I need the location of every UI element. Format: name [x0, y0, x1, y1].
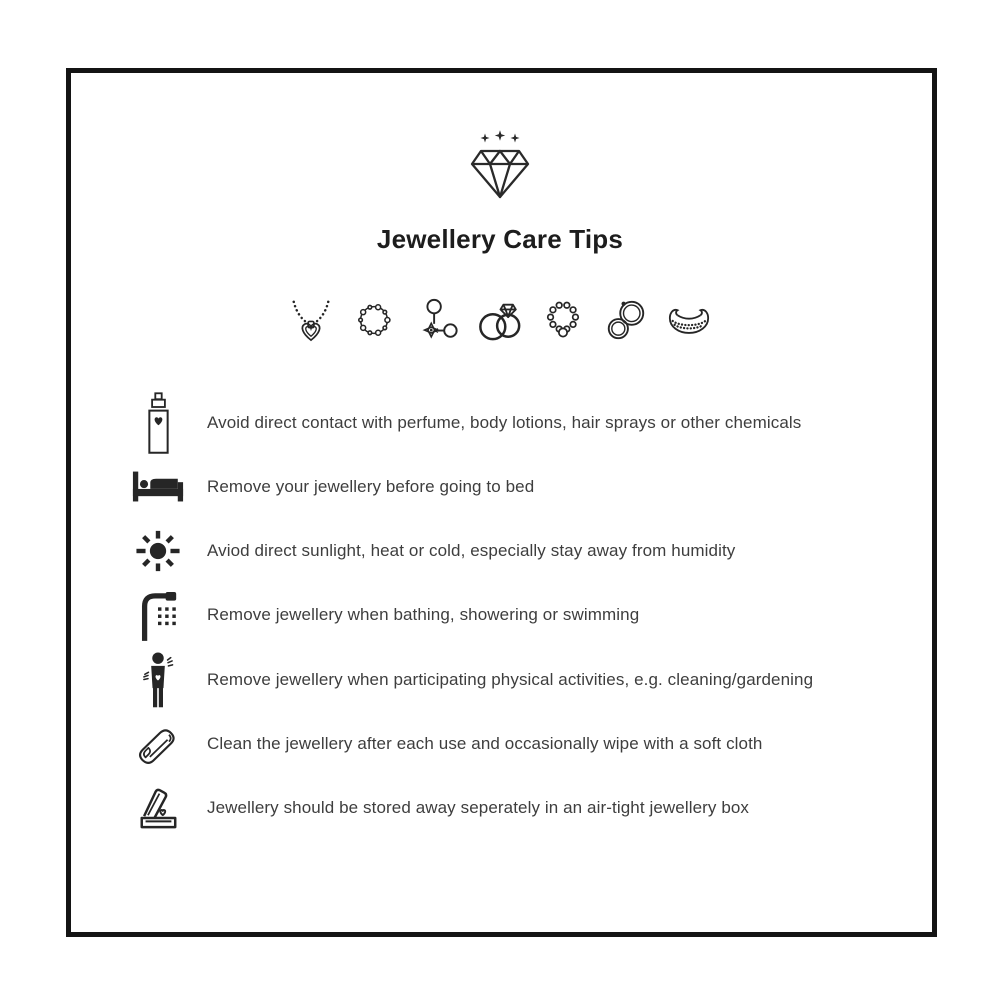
tip-row-bed [128, 455, 534, 519]
tip-text: Clean the jewellery after each use and occasionally wipe with a soft cloth [207, 734, 763, 753]
bangle-cuff-icon [666, 297, 712, 343]
person-sweating-icon [128, 650, 188, 710]
pearl-bracelet-icon [540, 297, 586, 343]
shower-icon [128, 588, 188, 642]
tip-text: Avoid direct contact with perfume, body lotions, hair sprays or other chemicals [207, 413, 802, 432]
bed-icon [128, 470, 188, 504]
sun-icon [128, 528, 188, 574]
tip-row-sunlight [128, 519, 735, 583]
tip-row-shower [128, 583, 639, 647]
jewellery-icons-row [0, 297, 1000, 343]
tip-text: Remove jewellery when bathing, showering or swimming [207, 605, 640, 624]
tip-row-activities [128, 648, 813, 712]
tip-text: Remove jewellery when participating physical activities, e.g. cleaning/gardening [207, 670, 814, 689]
soft-cloth-icon [128, 722, 188, 766]
wedding-rings-icon [477, 297, 523, 343]
tip-text: Aviod direct sunlight, heat or cold, especially stay away from humidity [207, 541, 736, 560]
beaded-bracelet-icon [351, 297, 397, 343]
perfume-bottle-icon [128, 391, 188, 455]
diamond-sparkles-icon [0, 129, 1000, 201]
tip-row-chemicals [128, 391, 801, 455]
hoop-earrings-icon [603, 297, 649, 343]
tip-row-storage [128, 776, 749, 840]
heart-pendant-necklace-icon [288, 297, 334, 343]
tip-row-clean [128, 712, 762, 776]
page-title: Jewellery Care Tips [376, 224, 624, 254]
tip-text: Remove your jewellery before going to bed [207, 477, 535, 496]
stud-earrings-icon [414, 297, 460, 343]
jewellery-box-icon [128, 785, 188, 831]
tip-text: Jewellery should be stored away seperately in an air-tight jewellery box [207, 798, 750, 817]
